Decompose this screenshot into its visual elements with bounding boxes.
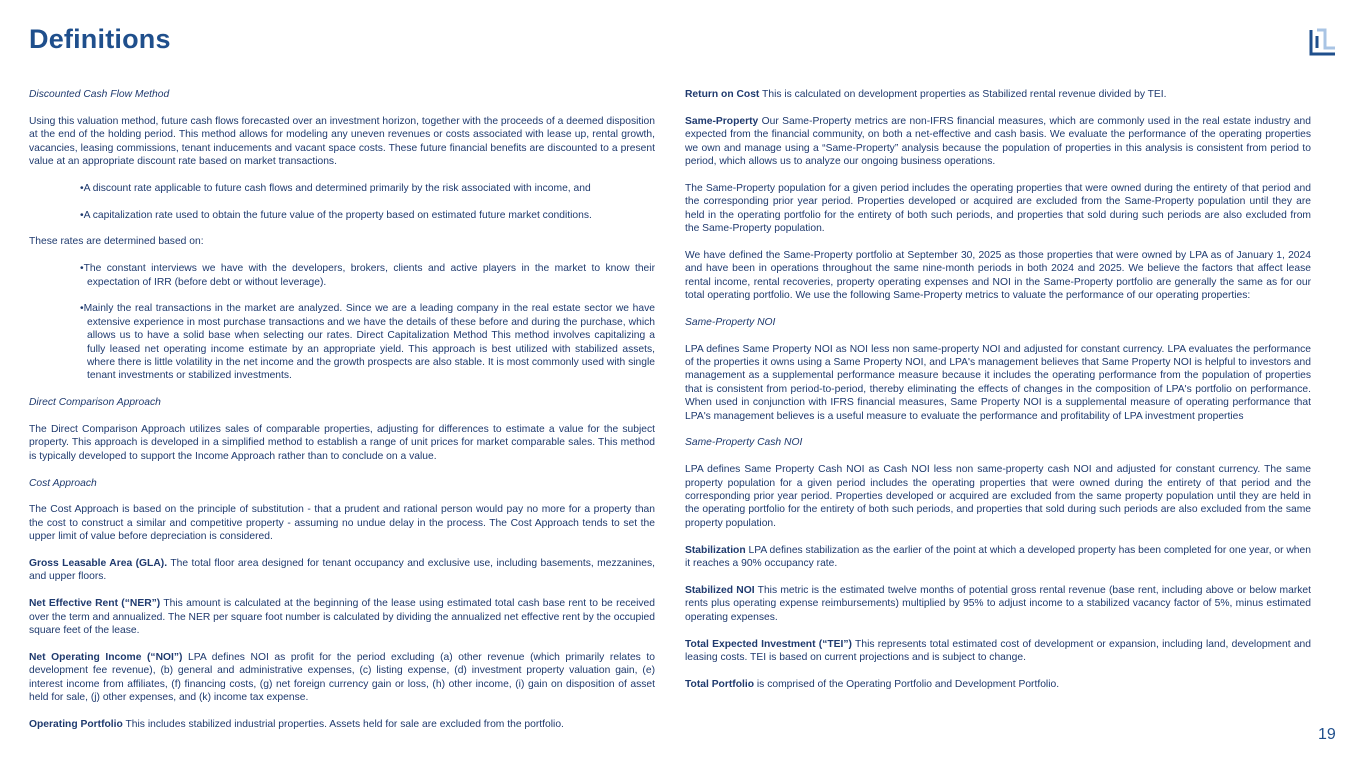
noi-definition: [29, 651, 655, 705]
operating-portfolio-term: Operating Portfolio: [29, 718, 123, 730]
return-on-cost-term: Return on Cost: [685, 89, 760, 100]
return-on-cost-definition: [685, 88, 1311, 101]
dca-heading: Direct Comparison Approach: [29, 397, 161, 409]
cost-approach-paragraph: The Cost Approach is based on the principle of substitution - that a prudent and rational person would pay no more for a property than the cost to construct a similar and competitive property - assuming no undue delay in the process. The Cost Approach tends to set the upper limit of value before depreciation is considered.: [29, 504, 655, 543]
same-property-noi-paragraph: LPA defines Same Property NOI as NOI less non same-property NOI and adjusted for constant currency. LPA evaluates the performance of the properties it owns using a Same Property NOI, and LPA's management believes that Same Property NOI is helpful to investors and management as a supplemental performance measure because it includes the operating performance from the population of properties that is consistent from period-to-period, thereby eliminating the effects of changes in the composition of LPA's portfolio on performance. When used in conjunction with IFRS financial measures, Same Property NOI is a supplemental measure of operating performance that LPA's management believes is a useful measure to evaluate the performance and profitability of LPA investment properties: [685, 343, 1311, 422]
total-portfolio-text: is comprised of the Operating Portfolio and Development Portfolio.: [754, 678, 1060, 690]
rates-intro: These rates are determined based on:: [29, 236, 204, 248]
right-column: [685, 88, 1311, 691]
noi-term: Net Operating Income (“NOI”): [29, 651, 183, 663]
stabilized-noi-definition: [685, 584, 1311, 624]
tei-term: Total Expected Investment (“TEI”): [685, 638, 852, 650]
page-title: Definitions: [29, 24, 171, 54]
dcf-bullet: • A discount rate applicable to future cash flows and determined primarily by the risk associated with income, and: [29, 182, 655, 195]
gla-term: Gross Leasable Area (GLA).: [29, 558, 168, 570]
gla-definition: [29, 557, 655, 584]
same-property-term: Same-Property: [685, 115, 759, 127]
rates-bullet: • The constant interviews we have with the developers, brokers, clients and active players in the market to know their expectation of IRR (before debt or without leverage).: [29, 262, 655, 289]
stabilization-definition: [685, 544, 1311, 571]
dcf-bullet: • A capitalization rate used to obtain the future value of the property based on estimated future market conditions.: [29, 209, 655, 222]
left-column: [29, 88, 655, 731]
company-logo: [1308, 27, 1338, 57]
gla-text: The total floor area designed for tenant occupancy and exclusive use, including basements, mezzanines, and upper floors.: [29, 558, 655, 583]
total-portfolio-term: Total Portfolio: [685, 678, 755, 690]
same-property-noi-heading: Same-Property NOI: [685, 316, 776, 328]
same-property-text: Our Same-Property metrics are non-IFRS financial measures, which are commonly used in the real estate industry and expected from the financial community, on both a net-effective and cash basis. We evaluate the performance of the operating properties we own and manage using a “Same-Property” analysis because the population of properties in this analysis is consistent from period to period, which allows us to analyze our ongoing business operations.: [685, 115, 1311, 168]
same-property-cash-noi-heading: Same-Property Cash NOI: [685, 437, 803, 449]
same-property-definition: [685, 115, 1311, 169]
return-on-cost-text: This is calculated on development properties as Stabilized rental revenue divided by TEI.: [759, 89, 1167, 100]
stabilized-noi-text: This metric is the estimated twelve months of potential gross rental revenue (base rent, including above or below market rents plus operating expense reimbursements) multiplied by 95% to adjust income to a stabilized vacancy factor of 5%, minus estimated operating expenses.: [685, 584, 1311, 623]
ner-text: This amount is calculated at the beginning of the lease using estimated total cash base rent to be received over the term and annualized. The NER per square foot number is calculated by dividing the annualized net effective rent by the occupied square feet of the lease.: [29, 598, 656, 637]
dcf-heading: Discounted Cash Flow Method: [29, 89, 170, 100]
rates-bullet: • Mainly the real transactions in the market are analyzed. Since we are a leading company in the real estate sector we have extensive experience in most purchase transactions and we have the details of these before and during the purchase, which allows us to have a solid base when selecting our rates. Direct Capitalization Method This method involves capitalizing a fully leased net operating income estimate by an appropriate yield. This approach is best utilized with stabilized assets, where there is little volatility in the net income and the growth prospects are also stable. It is most commonly used with single tenant investments or stabilized investments.: [29, 302, 655, 382]
noi-text: LPA defines NOI as profit for the period excluding (a) other revenue (which primarily relates to development fee revenue), (b) general and administrative expenses, (c) listing expense, (d) investment property valuation gain, (e) interest income from affiliates, (f) financing costs, (g) net foreign currency gain or loss, (h) other income, (i) gain on disposition of asset held for sale, (j) other expenses, and (k) income tax expense.: [29, 651, 655, 704]
cost-approach-heading: Cost Approach: [29, 477, 97, 489]
ner-definition: [29, 597, 655, 637]
ner-term: Net Effective Rent (“NER”): [29, 598, 161, 610]
total-portfolio-definition: [685, 678, 1311, 691]
dca-paragraph: The Direct Comparison Approach utilizes sales of comparable properties, adjusting for differences to estimate a value for the subject property. This approach is developed in a simplified method to establish a range of unit prices for market comparable sales. This method is typically developed to support the Income Approach rather than to conclude on a value.: [29, 424, 655, 462]
tei-definition: [685, 638, 1311, 665]
operating-portfolio-definition: [29, 718, 655, 731]
stabilization-text: LPA defines stabilization as the earlier of the point at which a developed property has been completed for one year, or when it reaches a 90% occupancy rate.: [685, 544, 1311, 570]
dcf-paragraph: Using this valuation method, future cash flows forecasted over an investment horizon, together with the proceeds of a deemed disposition at the end of the holding period. This method allows for modeling any uneven revenues or costs associated with lease up, rental growth, vacancies, leasing commissions, tenant inducements and vacant space costs. These future financial benefits are discounted to a present value at an appropriate discount rate based on market transactions.: [29, 115, 655, 168]
operating-portfolio-text: This includes stabilized industrial properties. Assets held for sale are excluded from the portfolio.: [122, 718, 564, 730]
tei-text: This represents total estimated cost of development or expansion, including land, development and leasing costs. TEI is based on current projections and is subject to change.: [685, 638, 1312, 663]
page-number: 19: [1318, 726, 1336, 743]
stabilized-noi-term: Stabilized NOI: [685, 584, 755, 596]
same-property-portfolio: We have defined the Same-Property portfolio at September 30, 2025 as those properties that were owned by LPA as of January 1, 2024 and have been in operations throughout the same nine-month periods in both 2024 and 2025. We believe the factors that affect lease rental income, rental recoveries, property operating expenses and NOI in the Same-Property portfolio are generally the same as for our total operating portfolio. We use the following Same-Property metrics to valuate the performance of our operating properties:: [685, 249, 1311, 302]
same-property-population: The Same-Property population for a given period includes the operating properties that were owned during the entirety of that period and the corresponding prior year period. Properties developed or acquired are excluded from the Same-Property population until they are held in the operating portfolio for the entirety of both such periods, and properties that sold during such periods are also excluded from the Same-Property population.: [685, 182, 1311, 235]
stabilization-term: Stabilization: [685, 544, 746, 556]
same-property-cash-noi-paragraph: LPA defines Same Property Cash NOI as Cash NOI less non same-property cash NOI and adjusted for constant currency. The same property population for a given period includes the operating properties that were owned during the entirety of that period and the corresponding prior year period. Properties developed or acquired are excluded from the same property population until they are held in the operating portfolio for the entirety of both such periods, and properties that sold during such periods are also excluded from the same property population.: [685, 464, 1311, 529]
